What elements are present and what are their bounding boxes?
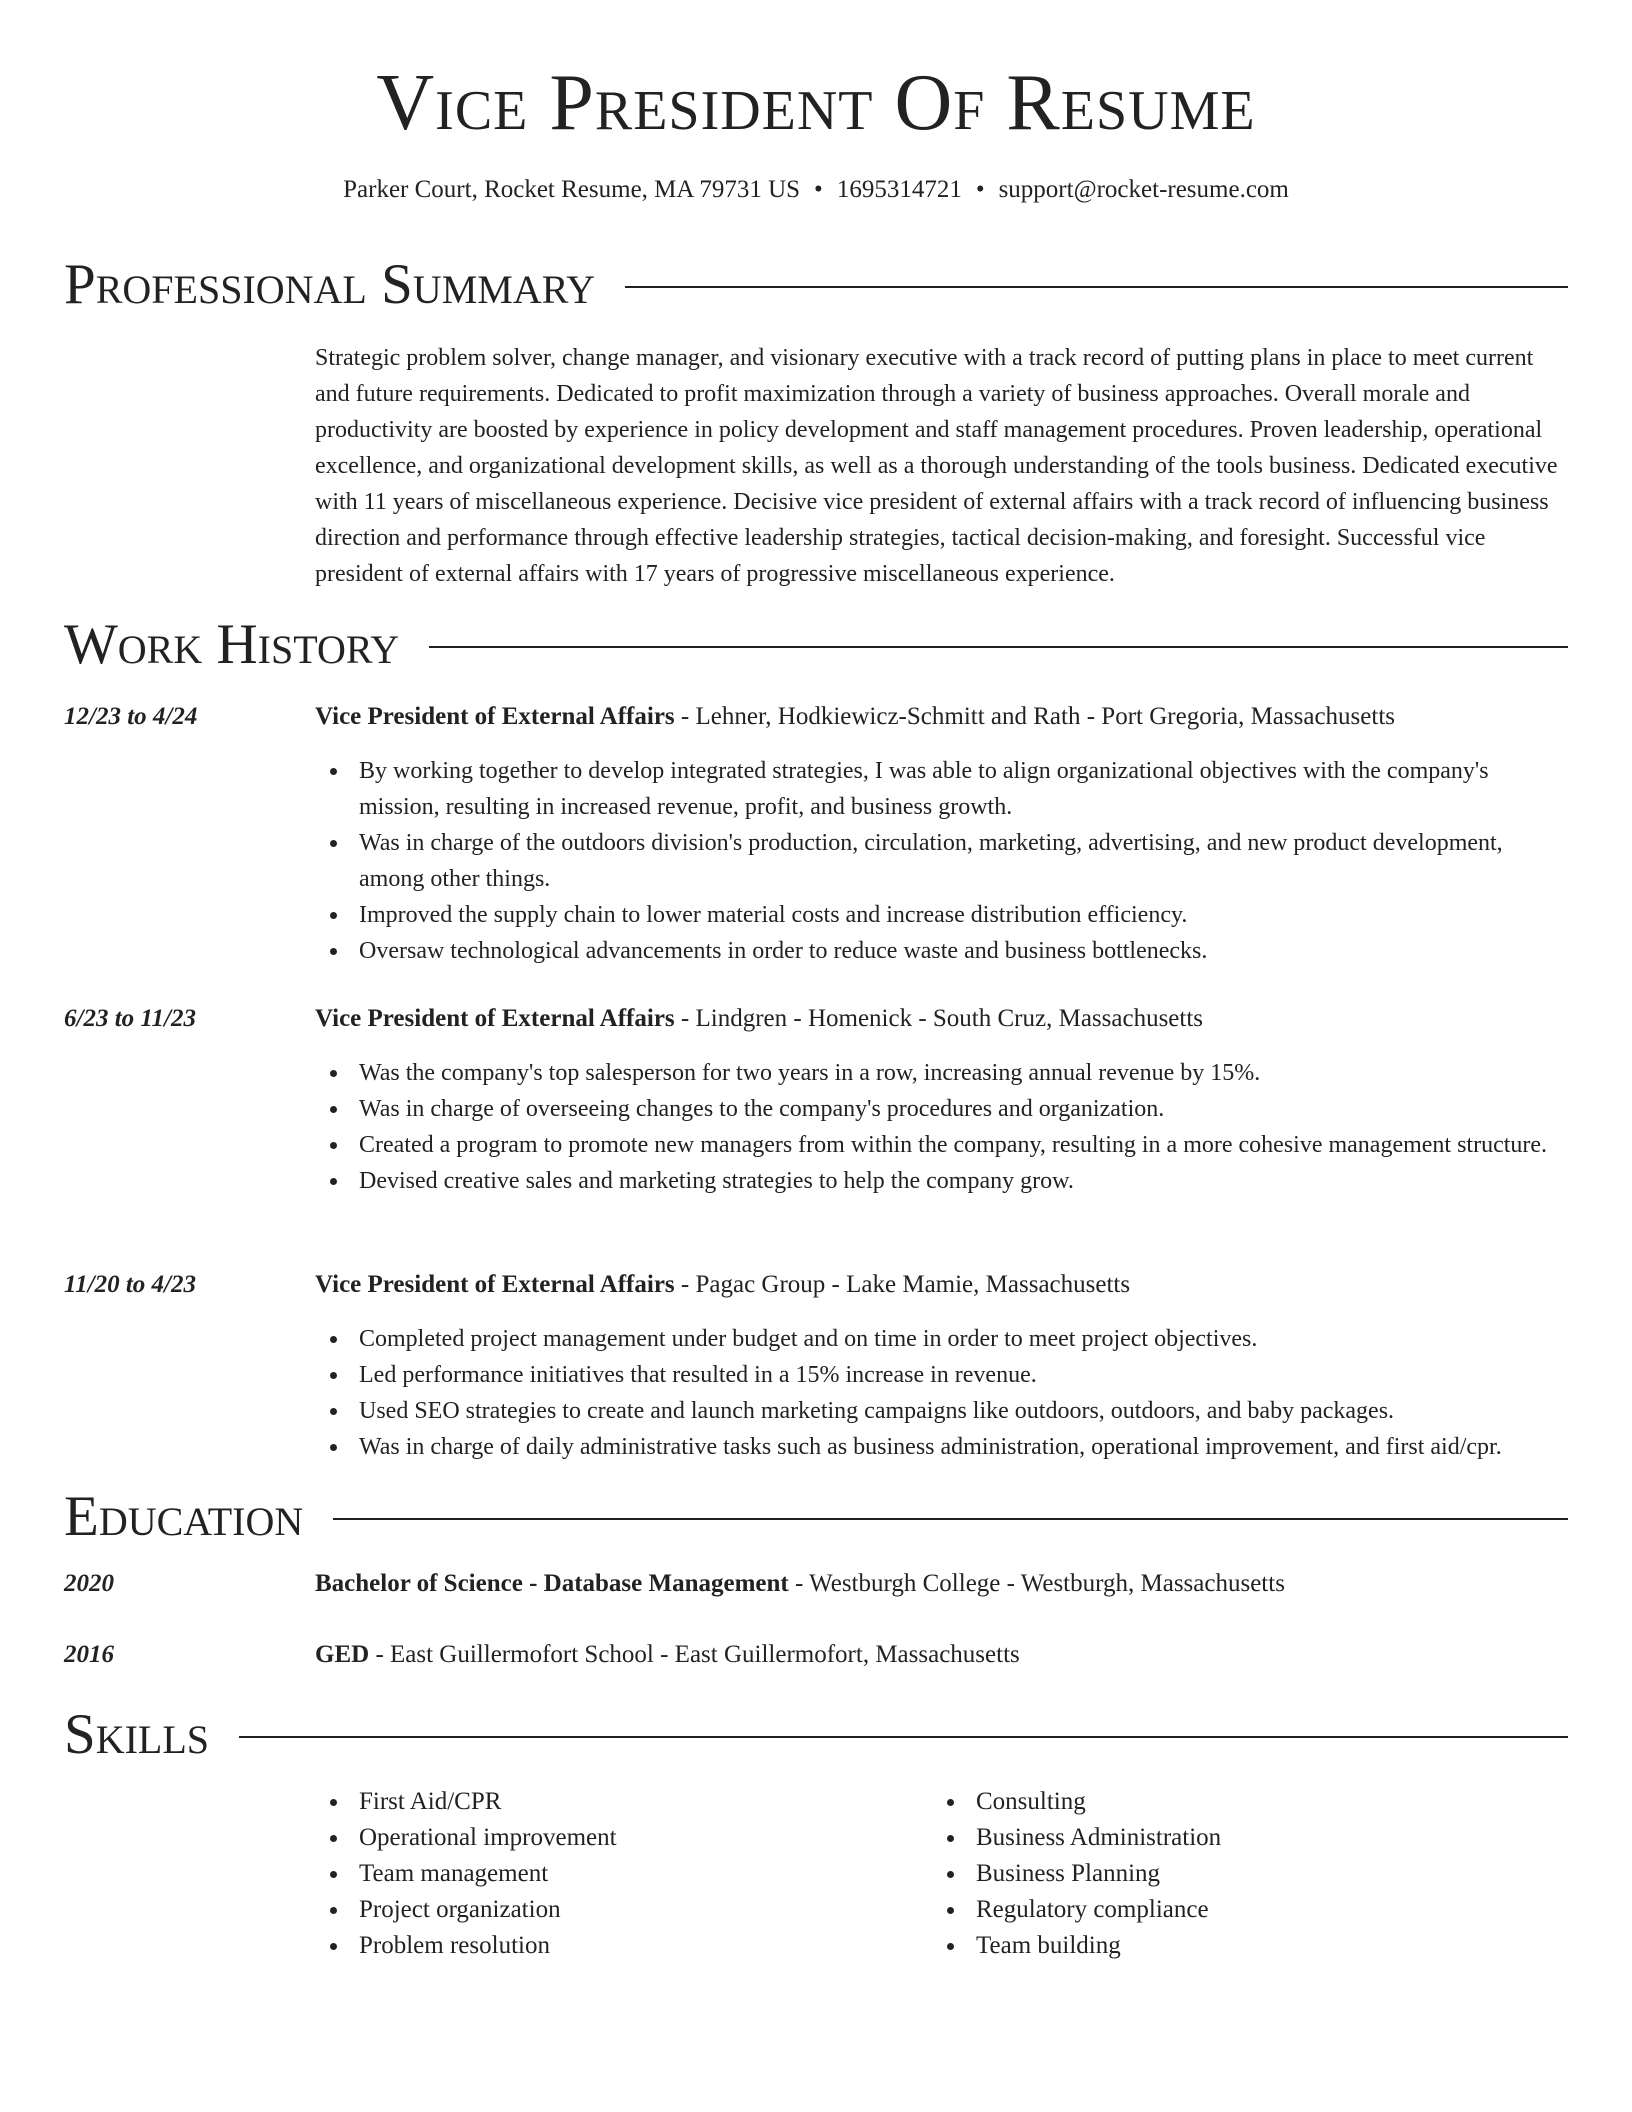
contact-email: support@rocket-resume.com xyxy=(998,176,1289,203)
section-divider xyxy=(625,286,1568,288)
skill-item: Project organization xyxy=(315,1892,875,1928)
contact-separator: • xyxy=(975,176,985,203)
skills-list-left xyxy=(315,1784,875,1964)
job-title-line xyxy=(315,1001,1568,1037)
job-dates: 12/23 to 4/24 xyxy=(64,703,198,730)
job-role: Vice President of External Affairs xyxy=(315,1005,675,1032)
education-section-header xyxy=(64,1485,1568,1549)
list-item: Improved the supply chain to lower material costs and increase distribution efficiency. xyxy=(315,897,1568,933)
education-year: 2020 xyxy=(64,1570,114,1597)
skill-item: First Aid/CPR xyxy=(315,1784,875,1820)
list-item: Created a program to promote new managers from within the company, resulting in a more cohesive management structure. xyxy=(315,1127,1568,1163)
skill-item: Team management xyxy=(315,1856,875,1892)
list-item: Was in charge of overseeing changes to the company's procedures and organization. xyxy=(315,1091,1568,1127)
contact-separator: • xyxy=(814,176,823,203)
list-item: Was in charge of the outdoors division's production, circulation, marketing, advertising, and new product development, among other things. xyxy=(315,825,1568,897)
list-item: Used SEO strategies to create and launch marketing campaigns like outdoors, outdoors, and baby packages. xyxy=(315,1393,1568,1429)
job-dates: 6/23 to 11/23 xyxy=(64,1005,196,1032)
work-section-header xyxy=(64,613,1568,677)
education-degree: Bachelor of Science - Database Management xyxy=(315,1570,789,1597)
skill-item: Business Administration xyxy=(932,1820,1492,1856)
job-role: Vice President of External Affairs xyxy=(315,1271,675,1298)
skill-item: Operational improvement xyxy=(315,1820,875,1856)
skill-item: Consulting xyxy=(932,1784,1492,1820)
job-role: Vice President of External Affairs xyxy=(315,703,675,730)
education-degree: GED xyxy=(315,1641,370,1668)
list-item: Was the company's top salesperson for two years in a row, increasing annual revenue by 15%. xyxy=(315,1055,1568,1091)
contact-line xyxy=(0,174,1632,206)
skills-section-header xyxy=(64,1703,1568,1767)
list-item: Was in charge of daily administrative tasks such as business administration, operational improvement, and first aid/cpr. xyxy=(315,1429,1568,1465)
list-item: Oversaw technological advancements in order to reduce waste and business bottlenecks. xyxy=(315,933,1568,969)
job-bullets xyxy=(315,753,1568,969)
contact-phone: 1695314721 xyxy=(836,176,962,203)
job-title-line xyxy=(315,1267,1568,1303)
education-line xyxy=(315,1637,1568,1673)
resume-name: Vice President Of Resume xyxy=(376,59,1256,147)
skill-item: Regulatory compliance xyxy=(932,1892,1492,1928)
contact-address: Parker Court, Rocket Resume, MA 79731 US xyxy=(343,176,801,203)
education-year: 2016 xyxy=(64,1641,114,1668)
summary-section-header xyxy=(64,253,1568,317)
section-divider xyxy=(239,1736,1568,1738)
skill-item: Team building xyxy=(932,1928,1492,1964)
section-divider xyxy=(333,1518,1568,1520)
job-bullets xyxy=(315,1055,1568,1199)
work-section-title: Work History xyxy=(64,613,400,676)
job-title-line xyxy=(315,699,1568,735)
skill-item: Business Planning xyxy=(932,1856,1492,1892)
job-details: - Lehner, Hodkiewicz-Schmitt and Rath - Port Gregoria, Massachusetts xyxy=(674,703,1395,730)
skills-section-title: Skills xyxy=(64,1703,210,1766)
list-item: Completed project management under budget and on time in order to meet project objectives. xyxy=(315,1321,1568,1357)
job-dates: 11/20 to 4/23 xyxy=(64,1271,196,1298)
section-divider xyxy=(429,646,1568,648)
job-details: - Lindgren - Homenick - South Cruz, Massachusetts xyxy=(674,1005,1204,1032)
summary-text: Strategic problem solver, change manager, and visionary executive with a track record of putting plans in place to meet current and future requirements. Dedicated to profit maximization through a variety of business approaches. Overall morale and productivity are boosted by experience in policy development and staff management procedures. Proven leadership, operational excellence, and organizational development skills, as well as a thorough understanding of the tools business. Dedicated executive with 11 years of miscellaneous experience. Decisive vice president of external affairs with a track record of influencing business direction and performance through effective leadership strategies, tactical decision-making, and foresight. Successful vice president of external affairs with 17 years of progressive miscellaneous experience. xyxy=(315,345,1558,587)
skills-list-right xyxy=(932,1784,1492,1964)
education-line xyxy=(315,1566,1568,1602)
skill-item: Problem resolution xyxy=(315,1928,875,1964)
list-item: Devised creative sales and marketing strategies to help the company grow. xyxy=(315,1163,1568,1199)
list-item: By working together to develop integrated strategies, I was able to align organizational objectives with the company's mission, resulting in increased revenue, profit, and business growth. xyxy=(315,753,1568,825)
job-bullets xyxy=(315,1321,1568,1465)
summary-section-title: Professional Summary xyxy=(64,253,596,316)
education-details: - East Guillermofort School - East Guillermofort, Massachusetts xyxy=(369,1641,1020,1668)
education-section-title: Education xyxy=(64,1485,304,1548)
list-item: Led performance initiatives that resulted in a 15% increase in revenue. xyxy=(315,1357,1568,1393)
education-details: - Westburgh College - Westburgh, Massachusetts xyxy=(788,1570,1285,1597)
job-details: - Pagac Group - Lake Mamie, Massachusetts xyxy=(674,1271,1131,1298)
